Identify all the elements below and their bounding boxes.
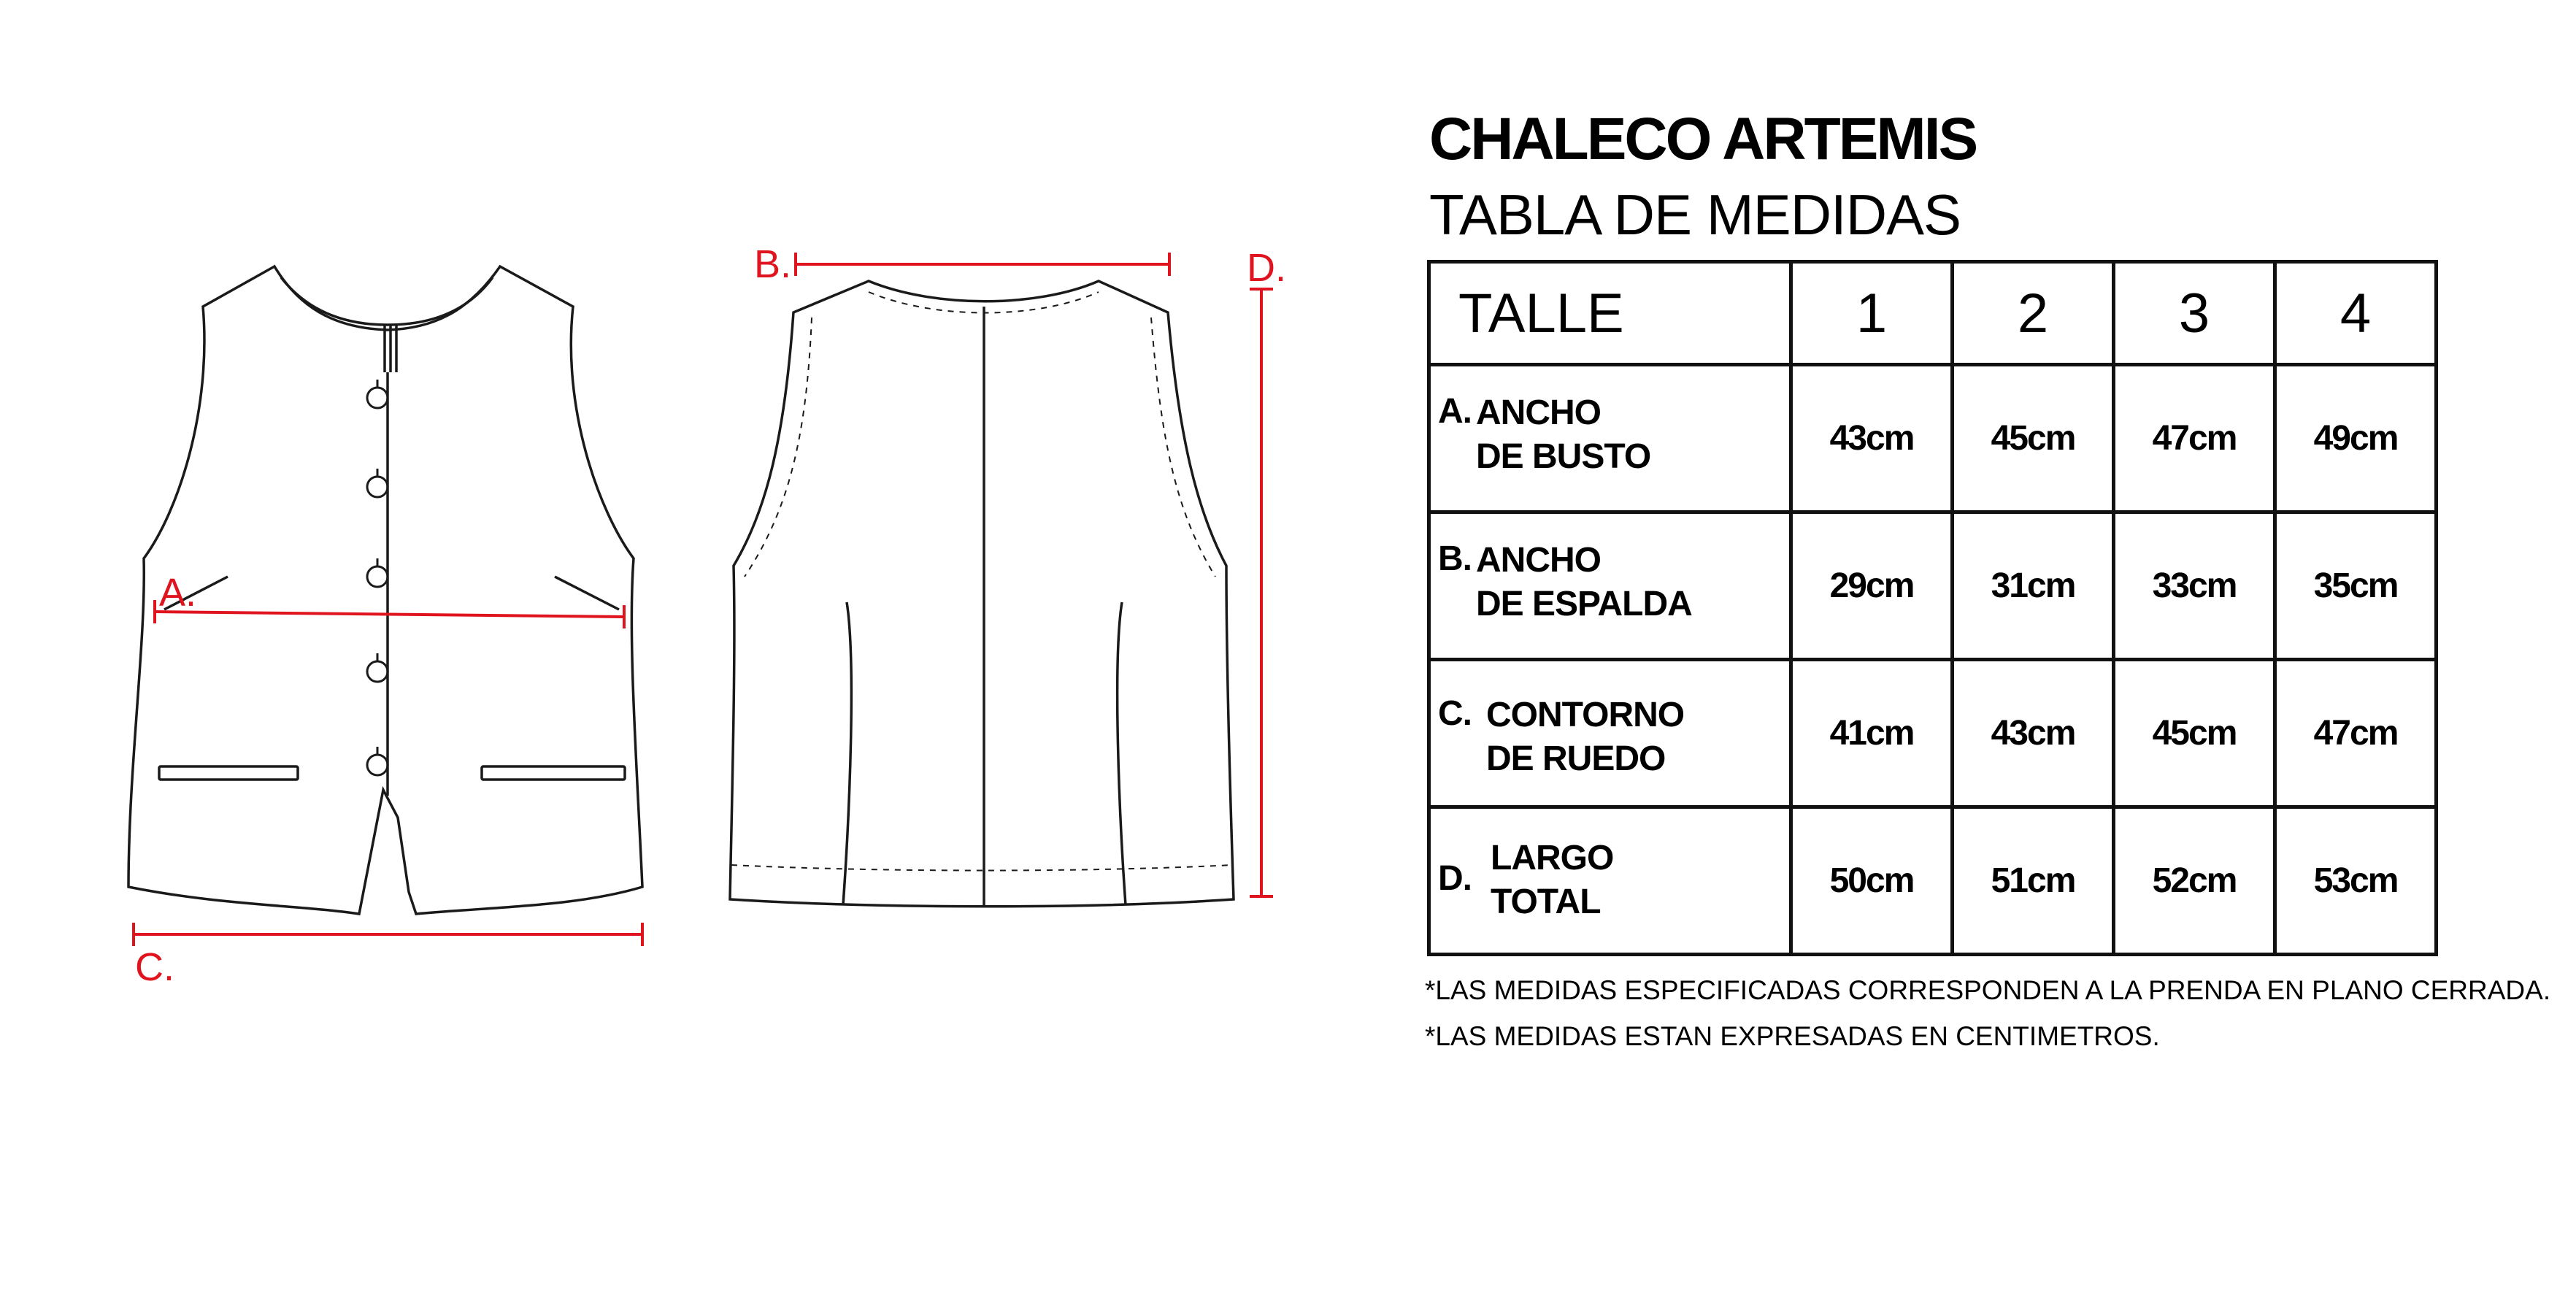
label-b: B. (754, 242, 792, 286)
measurement-labels (135, 242, 1286, 989)
size-table (1427, 260, 2438, 956)
header-size-4: 4 (2275, 262, 2437, 365)
table-cell: 52cm (2114, 807, 2275, 955)
right-armhole-topstitch (1151, 318, 1215, 577)
label-a: A. (159, 571, 197, 615)
table-cell: 35cm (2275, 512, 2437, 660)
vest-back-view (730, 281, 1234, 907)
product-title: CHALECO ARTEMIS (1429, 106, 1977, 172)
row-line1: ANCHO (1476, 393, 1601, 432)
footnote-2: *LAS MEDIDAS ESTAN EXPRESADAS EN CENTIMETROS. (1425, 1021, 2160, 1051)
row-label-largo (1429, 807, 1791, 955)
row-letter: B. (1438, 539, 1472, 578)
table-cell: 53cm (2275, 807, 2437, 955)
table-row (1429, 512, 2437, 660)
header-size-1: 1 (1791, 262, 1953, 365)
row-label-busto (1429, 365, 1791, 512)
measurement-lines (134, 253, 1273, 946)
vest-front-view (128, 266, 642, 914)
label-d: D. (1247, 246, 1286, 290)
footnotes (1425, 967, 2550, 1059)
garment-technical-drawing (0, 0, 1299, 1022)
header-size-3: 3 (2114, 262, 2275, 365)
table-cell: 45cm (1953, 365, 2114, 512)
table-cell: 51cm (1953, 807, 2114, 955)
row-label-espalda (1429, 512, 1791, 660)
row-letter: D. (1438, 859, 1472, 898)
measure-a-line (155, 612, 624, 617)
table-subtitle: TABLA DE MEDIDAS (1429, 182, 1961, 247)
front-buttons (367, 380, 388, 775)
header-size-2: 2 (1953, 262, 2114, 365)
row-line2: TOTAL (1491, 883, 1601, 921)
table-cell: 43cm (1953, 660, 2114, 807)
vest-back-outline (730, 281, 1234, 907)
right-pocket (482, 766, 625, 780)
row-label-ruedo (1429, 660, 1791, 807)
right-princess-seam (1118, 602, 1126, 905)
table-cell: 31cm (1953, 512, 2114, 660)
label-c: C. (135, 945, 174, 989)
table-cell: 41cm (1791, 660, 1953, 807)
row-line1: LARGO (1491, 839, 1614, 877)
table-cell: 49cm (2275, 365, 2437, 512)
row-letter: C. (1438, 694, 1472, 733)
collar-back-line (281, 277, 493, 325)
table-row (1429, 365, 2437, 512)
table-cell: 29cm (1791, 512, 1953, 660)
row-line2: DE ESPALDA (1476, 585, 1692, 623)
row-letter: A. (1438, 392, 1472, 431)
left-armhole-topstitch (745, 318, 812, 577)
table-cell: 47cm (2114, 365, 2275, 512)
table-cell: 47cm (2275, 660, 2437, 807)
row-line2: DE RUEDO (1486, 739, 1666, 778)
table-cell: 50cm (1791, 807, 1953, 955)
row-line2: DE BUSTO (1476, 437, 1651, 476)
table-row (1429, 807, 2437, 955)
table-row (1429, 660, 2437, 807)
table-cell: 45cm (2114, 660, 2275, 807)
left-pocket (159, 766, 298, 780)
header-talle: TALLE (1429, 262, 1791, 365)
row-line1: ANCHO (1476, 541, 1601, 580)
footnote-1: *LAS MEDIDAS ESPECIFICADAS CORRESPONDEN A LA PRENDA EN PLANO CERRADA. (1425, 975, 2551, 1005)
hem-topstitch (731, 865, 1232, 871)
right-dart (555, 577, 619, 610)
row-line1: CONTORNO (1486, 696, 1685, 734)
table-header-row (1429, 262, 2437, 365)
table-cell: 33cm (2114, 512, 2275, 660)
left-princess-seam (843, 602, 851, 905)
table-cell: 43cm (1791, 365, 1953, 512)
